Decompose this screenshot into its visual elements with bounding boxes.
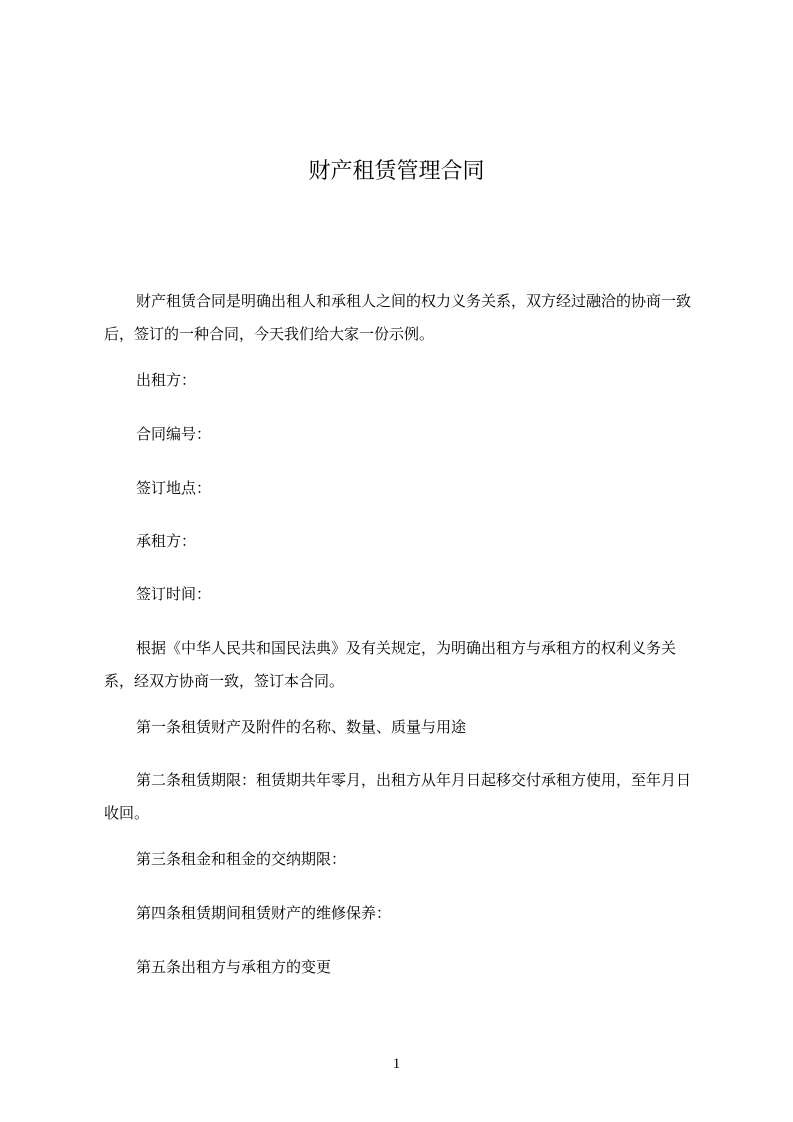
field-sign-place: 签订地点：	[136, 479, 212, 497]
intro-paragraph: 财产租赁合同是明确出租人和承租人之间的权力义务关系，双方经过融洽的协商一致后，签订的一种合同，今天我们给大家一份示例。	[104, 292, 692, 343]
article-4: 第四条租赁期间租赁财产的维修保养：	[136, 904, 392, 922]
article-2: 第二条租赁期限：租赁期共年零月，出租方从年月日起移交付承租方使用，至年月日收回。	[104, 771, 692, 822]
article-1: 第一条租赁财产及附件的名称、数量、质量与用途	[136, 718, 467, 736]
field-lessor: 出租方：	[136, 371, 197, 389]
preamble-paragraph: 根据《中华人民共和国民法典》及有关规定，为明确出租方与承租方的权利义务关系，经双方协商一致，签订本合同。	[104, 639, 677, 690]
document-title: 财产租赁管理合同	[308, 158, 485, 184]
article-5: 第五条出租方与承租方的变更	[136, 958, 332, 976]
article-3: 第三条租金和租金的交纳期限：	[136, 850, 347, 868]
page-number: 1	[392, 1056, 401, 1072]
field-sign-time: 签订时间：	[136, 585, 212, 603]
field-contract-number: 合同编号：	[136, 425, 212, 443]
field-lessee: 承租方：	[136, 532, 197, 550]
